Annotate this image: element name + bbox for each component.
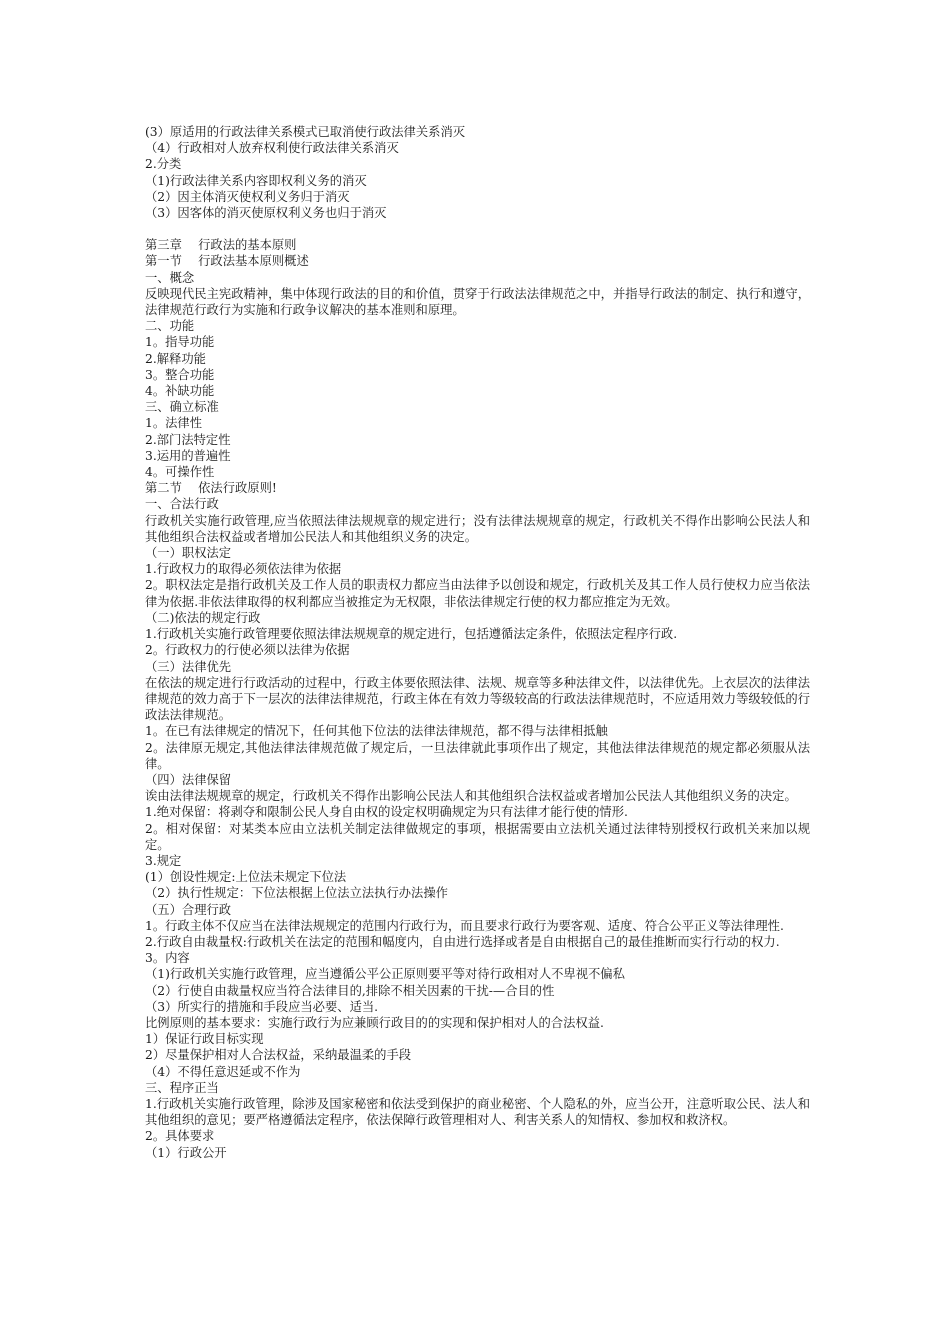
list-item: 1.行政权力的取得必须依法律为依据 [145, 562, 342, 577]
subheading: （五）合理行政 [145, 902, 232, 917]
list-item: 1。在已有法律规定的情况下，任何其他下位法的法律法律规范，都不得与法律相抵触 [145, 724, 608, 739]
list-item: 4。可操作性 [145, 465, 215, 480]
paragraph: 2。法律原无规定,其他法律法律规范做了规定后，一旦法律就此事项作出了规定，其他法律法律规范的规定都必须服从法律。 [145, 740, 810, 771]
list-item: （1)行政机关实施行政管理，应当遵循公平公正原则要平等对待行政相对人不卑视不偏私 [145, 967, 625, 982]
list-item: （4）不得任意迟延或不作为 [145, 1064, 301, 1079]
document-body [145, 124, 810, 1161]
subheading: 三、确立标准 [145, 400, 219, 415]
list-item: 2.解释功能 [145, 351, 206, 366]
list-item: 1。指导功能 [145, 335, 215, 350]
list-item: （2）行使自由裁量权应当符合法律目的,排除不相关因素的干扰-—合目的性 [145, 983, 555, 998]
blank-line [145, 221, 810, 237]
list-item: 1。法律性 [145, 416, 203, 431]
list-item: 3.运用的普遍性 [145, 448, 231, 463]
list-item: （3）所实行的措施和手段应当必要、适当. [145, 999, 379, 1014]
paragraph: 1.行政机关实施行政管理，除涉及国家秘密和依法受到保护的商业秘密、个人隐私的外，应当公开，注意听取公民、法人和其他组织的意见；要严格遵循法定程序，依法保障行政管理相对人、利害关系人的知情权、参加权和救济权。 [145, 1096, 810, 1128]
text-line: （1)行政法律关系内容即权利义务的消灭 [145, 173, 367, 188]
list-item: （2）执行性规定：下位法根据上位法立法执行办法操作 [145, 886, 448, 901]
list-item: 2.部门法特定性 [145, 432, 231, 447]
paragraph: 比例原则的基本要求：实施行政行为应兼顾行政目的的实现和保护相对人的合法权益. [145, 1015, 604, 1030]
list-item: 1.行政机关实施行政管理要依照法律法规规章的规定进行，包括遵循法定条件，依照法定程序行政. [145, 627, 678, 642]
list-item: 4。补缺功能 [145, 384, 215, 399]
paragraph: 2。职权法定是指行政机关及工作人员的职责权力都应当由法律予以创设和规定，行政机关及其工作人员行使权力应当依法律为依据.非依法律取得的权利都应当被推定为无权限，非依法律规定行使的权力都应推定为无效。 [145, 578, 810, 609]
chapter-heading: 第三章 行政法的基本原则 [145, 238, 297, 253]
section-heading: 第二节 依法行政原则! [145, 481, 277, 496]
text-line: （3）因客体的消灭使原权利义务也归于消灭 [145, 206, 387, 221]
subheading: （一）职权法定 [145, 546, 232, 561]
subheading: 三、程序正当 [145, 1080, 219, 1095]
text-line: 2.分类 [145, 157, 182, 172]
subheading: （三）法律优先 [145, 659, 232, 674]
paragraph: 1。行政主体不仅应当在法律法规规定的范围内行政行为，而且要求行政行为要客观、适度、符合公平正义等法律理性. [145, 918, 784, 933]
paragraph: 反映现代民主宪政精神，集中体现行政法的目的和价值，贯穿于行政法法律规范之中，并指导行政法的制定、执行和遵守，法律规范行政行为实施和行政争议解决的基本准则和原理。 [145, 286, 810, 318]
paragraph: 行政机关实施行政管理,应当依照法律法规规章的规定进行；没有法律法规规章的规定，行政机关不得作出影响公民法人和其他组织合法权益或者增加公民法人和其他组织义务的决定。 [145, 513, 810, 544]
list-item: （1）行政公开 [145, 1145, 227, 1160]
subheading: 二、功能 [145, 319, 195, 334]
list-item: 2）尽量保护相对人合法权益，采纳最温柔的手段 [145, 1048, 412, 1063]
list-item: 3.规定 [145, 853, 182, 868]
text-line: (3）原适用的行政法律关系模式已取消使行政法律关系消灭 [145, 125, 466, 139]
text-line: （2）因主体消灭使权利义务归于消灭 [145, 189, 350, 204]
list-item: 3。内容 [145, 951, 190, 966]
list-item: 2。具体要求 [145, 1129, 215, 1144]
list-item: 2。行政权力的行使必须以法律为依据 [145, 643, 350, 658]
subheading: 一、合法行政 [145, 497, 219, 512]
paragraph: 2.行政自由裁量权:行政机关在法定的范围和幅度内，自由进行选择或者是自由根据自己的最佳推断而实行行动的权力. [145, 934, 780, 949]
list-item: (1）创设性规定:上位法未规定下位法 [145, 870, 347, 885]
paragraph: 在依法的规定进行行政活动的过程中，行政主体要依照法律、法规、规章等多种法律文件，以法律优先。上衣层次的法律法律规范的效力高于下一层次的法律法律规范，行政主体在有效力等级较高的行政法法律规范时，不应适用效力等级较低的行政法法律规范。 [145, 675, 810, 723]
subheading: （四）法律保留 [145, 772, 232, 787]
text-line: （4）行政相对人放弃权利使行政法律关系消灭 [145, 141, 399, 156]
paragraph: 2。相对保留：对某类本应由立法机关制定法律做规定的事项，根据需要由立法机关通过法律特别授权行政机关来加以规定。 [145, 821, 810, 852]
subheading: （二)依法的规定行政 [145, 610, 261, 625]
subheading: 一、概念 [145, 270, 195, 285]
paragraph: 诶由法律法规规章的规定，行政机关不得作出影响公民法人和其他组织合法权益或者增加公民法人其他组织义务的决定。 [145, 789, 797, 804]
list-item: 1.绝对保留：将剥夺和限制公民人身自由权的设定权明确规定为只有法律才能行使的情形. [145, 805, 628, 820]
list-item: 3。整合功能 [145, 367, 215, 382]
section-heading: 第一节 行政法基本原则概述 [145, 254, 309, 269]
list-item: 1）保证行政目标实现 [145, 1032, 264, 1047]
